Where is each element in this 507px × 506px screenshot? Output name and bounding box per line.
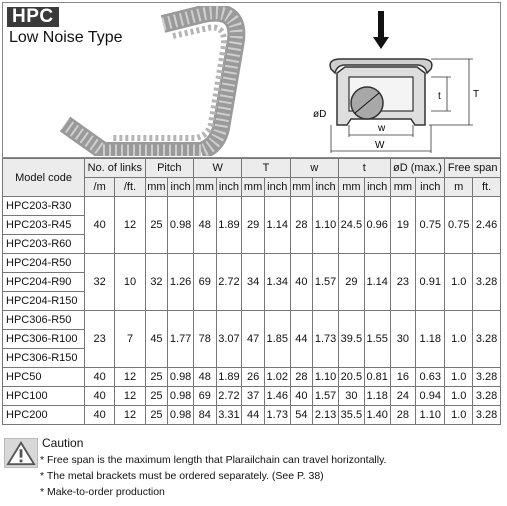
caution-note: * Free span is the maximum length that Plarailchain can travel horizontally. (40, 454, 387, 466)
model-code-cell: HPC50 (3, 368, 85, 387)
t-inner-label: t (438, 91, 441, 102)
value-cell: 29 (242, 197, 265, 254)
table-row (3, 197, 501, 216)
col-T: T (242, 159, 290, 178)
value-cell: 12 (115, 406, 145, 425)
value-cell: 28 (290, 368, 313, 387)
series-badge: HPC (7, 7, 59, 27)
value-cell: 0.81 (364, 368, 390, 387)
value-cell: 1.0 (445, 406, 473, 425)
value-cell: 40 (290, 387, 313, 406)
value-cell: 44 (290, 311, 313, 368)
value-cell: 30 (390, 311, 416, 368)
value-cell: 12 (115, 197, 145, 254)
value-cell: 0.98 (168, 387, 194, 406)
value-cell: 0.91 (416, 254, 445, 311)
col-no-of-links: No. of links (85, 159, 146, 178)
value-cell: 37 (242, 387, 265, 406)
value-cell: 28 (290, 197, 313, 254)
value-cell: 1.02 (264, 368, 290, 387)
value-cell: 2.46 (473, 197, 501, 254)
model-code-cell: HPC306-R50 (3, 311, 85, 330)
value-cell: 2.72 (216, 254, 242, 311)
value-cell: 1.26 (168, 254, 194, 311)
t-outer-label: T (473, 89, 480, 100)
value-cell: 0.98 (168, 368, 194, 387)
caution-note: * The metal brackets must be ordered separately. (See P. 38) (40, 470, 324, 482)
model-code-cell: HPC204-R90 (3, 273, 85, 292)
value-cell: 12 (115, 387, 145, 406)
unit-header-cell: /ft. (115, 178, 145, 197)
model-code-cell: HPC204-R50 (3, 254, 85, 273)
product-header-panel (2, 2, 501, 158)
value-cell: 1.89 (216, 197, 242, 254)
value-cell: 30 (338, 387, 364, 406)
caution-title: Caution (42, 436, 84, 450)
value-cell: 1.77 (168, 311, 194, 368)
value-cell: 1.10 (416, 406, 445, 425)
value-cell: 1.46 (264, 387, 290, 406)
col-od-max: øD (max.) (390, 159, 445, 178)
caution-section (2, 432, 501, 504)
value-cell: 48 (194, 368, 217, 387)
value-cell: 7 (115, 311, 145, 368)
value-cell: 40 (85, 197, 115, 254)
table-row (3, 387, 501, 406)
value-cell: 0.75 (445, 197, 473, 254)
table-header-row-1 (3, 159, 501, 178)
value-cell: 32 (145, 254, 168, 311)
value-cell: 47 (242, 311, 265, 368)
table-row (3, 368, 501, 387)
value-cell: 40 (85, 387, 115, 406)
unit-header-cell: /m (85, 178, 115, 197)
model-code-cell: HPC306-R150 (3, 349, 85, 368)
value-cell: 25 (145, 387, 168, 406)
value-cell: 1.0 (445, 368, 473, 387)
value-cell: 40 (290, 254, 313, 311)
value-cell: 2.13 (313, 406, 339, 425)
value-cell: 78 (194, 311, 217, 368)
col-W: W (194, 159, 242, 178)
value-cell: 3.28 (473, 311, 501, 368)
value-cell: 25 (145, 406, 168, 425)
value-cell: 23 (390, 254, 416, 311)
value-cell: 16 (390, 368, 416, 387)
value-cell: 26 (242, 368, 265, 387)
series-subtitle: Low Noise Type (9, 29, 123, 46)
value-cell: 1.34 (264, 254, 290, 311)
value-cell: 0.94 (416, 387, 445, 406)
value-cell: 1.57 (313, 254, 339, 311)
value-cell: 10 (115, 254, 145, 311)
value-cell: 1.85 (264, 311, 290, 368)
caution-note: * Make-to-order production (40, 486, 165, 498)
table-row (3, 406, 501, 425)
value-cell: 1.18 (416, 311, 445, 368)
value-cell: 19 (390, 197, 416, 254)
value-cell: 24 (390, 387, 416, 406)
value-cell: 1.40 (364, 406, 390, 425)
model-code-cell: HPC200 (3, 406, 85, 425)
value-cell: 39.5 (338, 311, 364, 368)
value-cell: 1.89 (216, 368, 242, 387)
value-cell: 25 (145, 368, 168, 387)
value-cell: 45 (145, 311, 168, 368)
value-cell: 1.10 (313, 368, 339, 387)
value-cell: 0.98 (168, 197, 194, 254)
value-cell: 29 (338, 254, 364, 311)
unit-header-cell: m (445, 178, 473, 197)
unit-header-cell: inch (216, 178, 242, 197)
unit-header-cell: mm (390, 178, 416, 197)
value-cell: 1.14 (264, 197, 290, 254)
value-cell: 2.72 (216, 387, 242, 406)
value-cell: 0.96 (364, 197, 390, 254)
model-code-cell: HPC306-R100 (3, 330, 85, 349)
value-cell: 3.07 (216, 311, 242, 368)
model-code-cell: HPC204-R150 (3, 292, 85, 311)
unit-header-cell: inch (364, 178, 390, 197)
value-cell: 12 (115, 368, 145, 387)
value-cell: 1.0 (445, 387, 473, 406)
value-cell: 32 (85, 254, 115, 311)
value-cell: 1.18 (364, 387, 390, 406)
unit-header-cell: ft. (473, 178, 501, 197)
model-code-cell: HPC203-R60 (3, 235, 85, 254)
model-code-cell: HPC203-R45 (3, 216, 85, 235)
unit-header-cell: inch (313, 178, 339, 197)
value-cell: 28 (390, 406, 416, 425)
cross-section-diagram (289, 7, 503, 157)
value-cell: 48 (194, 197, 217, 254)
w-outer-label: W (375, 140, 385, 151)
spec-table (2, 158, 501, 425)
col-pitch: Pitch (145, 159, 193, 178)
value-cell: 20.5 (338, 368, 364, 387)
table-row (3, 254, 501, 273)
value-cell: 40 (85, 368, 115, 387)
value-cell: 35.5 (338, 406, 364, 425)
unit-header-cell: inch (416, 178, 445, 197)
table-row (3, 311, 501, 330)
unit-header-cell: mm (145, 178, 168, 197)
col-model-code: Model code (3, 159, 85, 197)
value-cell: 1.10 (313, 197, 339, 254)
value-cell: 1.14 (364, 254, 390, 311)
value-cell: 34 (242, 254, 265, 311)
value-cell: 1.0 (445, 311, 473, 368)
unit-header-cell: inch (264, 178, 290, 197)
value-cell: 3.28 (473, 387, 501, 406)
value-cell: 69 (194, 387, 217, 406)
model-code-cell: HPC100 (3, 387, 85, 406)
col-t: t (338, 159, 390, 178)
cable-chain-illustration (43, 6, 253, 156)
col-w: w (290, 159, 338, 178)
value-cell: 25 (145, 197, 168, 254)
unit-header-cell: mm (290, 178, 313, 197)
model-code-cell: HPC203-R30 (3, 197, 85, 216)
unit-header-cell: mm (338, 178, 364, 197)
value-cell: 3.28 (473, 406, 501, 425)
value-cell: 69 (194, 254, 217, 311)
col-free-span: Free span (445, 159, 501, 178)
value-cell: 3.28 (473, 368, 501, 387)
value-cell: 40 (85, 406, 115, 425)
value-cell: 3.28 (473, 254, 501, 311)
value-cell: 23 (85, 311, 115, 368)
value-cell: 1.55 (364, 311, 390, 368)
value-cell: 84 (194, 406, 217, 425)
unit-header-cell: inch (168, 178, 194, 197)
unit-header-cell: mm (242, 178, 265, 197)
value-cell: 1.73 (264, 406, 290, 425)
value-cell: 1.73 (313, 311, 339, 368)
value-cell: 0.98 (168, 406, 194, 425)
value-cell: 24.5 (338, 197, 364, 254)
value-cell: 3.31 (216, 406, 242, 425)
value-cell: 1.0 (445, 254, 473, 311)
value-cell: 44 (242, 406, 265, 425)
value-cell: 0.75 (416, 197, 445, 254)
value-cell: 54 (290, 406, 313, 425)
unit-header-cell: mm (194, 178, 217, 197)
value-cell: 0.63 (416, 368, 445, 387)
w-inner-label: w (378, 123, 386, 134)
value-cell: 1.57 (313, 387, 339, 406)
warning-icon (4, 438, 38, 468)
od-label: øD (313, 109, 327, 120)
